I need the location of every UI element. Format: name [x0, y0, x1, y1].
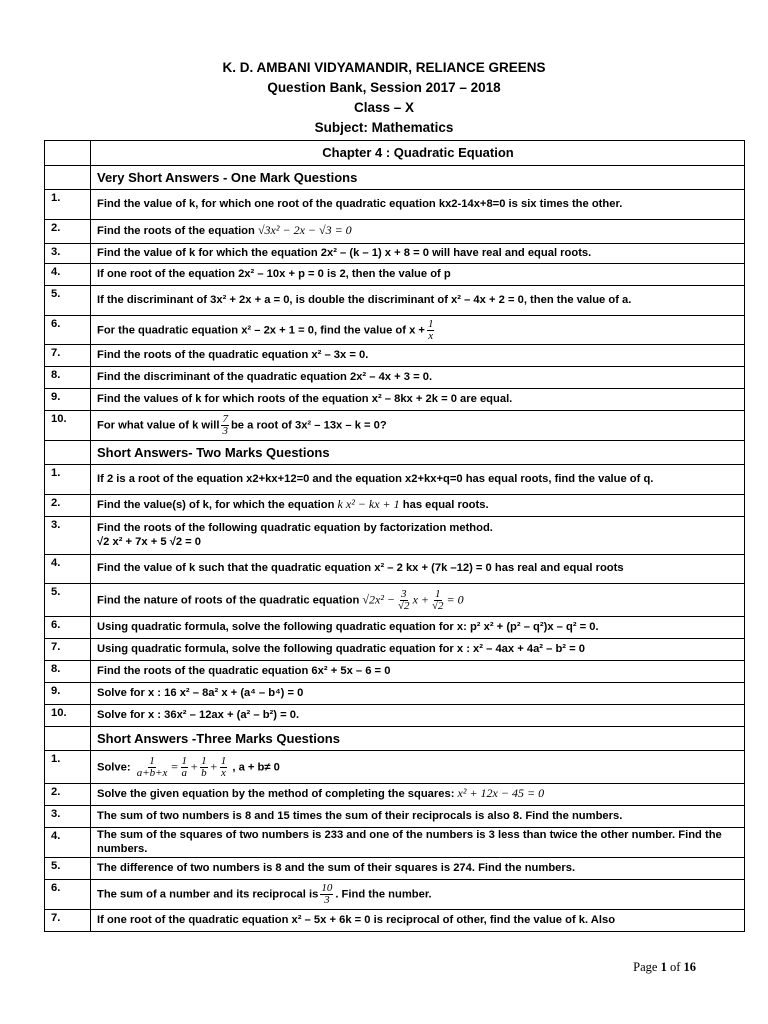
section-heading-one-mark: Very Short Answers - One Mark Questions — [91, 166, 745, 190]
blank-cell — [45, 441, 91, 465]
question-row: 4. The sum of the squares of two numbers is 233 and one of the numbers is 3 less than twice the other number. Find the numbers. — [45, 828, 745, 858]
question-row: 1. Find the value of k, for which one root of the quadratic equation kx2-14x+8=0 is six times the other. — [45, 190, 745, 220]
question-row: 9. Solve for x : 16 x² – 8a² x + (a⁴ – b⁴) = 0 — [45, 683, 745, 705]
class-label: Class – X — [353, 100, 415, 115]
question-row: 10. For what value of k will $\frac{7}{3}$ be a root of 3x² – 13x – k = 0? — [45, 411, 745, 441]
question-row: 7. Using quadratic formula, solve the following quadratic equation for x : x² – 4ax + 4a² – b² = 0 — [45, 639, 745, 661]
question-row: 3. Find the value of k for which the equation 2x² – (k – 1) x + 8 = 0 will have real and equal roots. — [45, 244, 745, 264]
math-expression: √3x² − 2x − √3 = 0 — [257, 223, 352, 238]
question-row: 1. If 2 is a root of the equation x2+kx+12=0 and the equation x2+kx+q=0 has equal roots, find the value of q. — [45, 465, 745, 495]
section-heading-two-marks: Short Answers- Two Marks Questions — [91, 441, 745, 465]
question-row: 7. If one root of the quadratic equation x² – 5x + 6k = 0 is reciprocal of other, find the value of k. Also — [45, 910, 745, 932]
question-row: 5. If the discriminant of 3x² + 2x + a = 0, is double the discriminant of x² – 4x + 2 = 0, then the value of a. — [45, 286, 745, 316]
question-row: 4. If one root of the equation 2x² – 10x + p = 0 is 2, then the value of p — [45, 264, 745, 286]
question-row: 2. Solve the given equation by the method of completing the squares: x² + 12x − 45 = 0 — [45, 784, 745, 806]
question-row: 2. Find the roots of the equation √3x² − 2x − √3 = 0 — [45, 220, 745, 244]
fraction: $\frac{7}{3}$ — [222, 413, 228, 437]
math-expression: k x² − kx + 1 — [337, 497, 400, 512]
blank-cell — [45, 141, 91, 166]
chapter-title: Chapter 4 : Quadratic Equation — [91, 141, 745, 166]
section-heading-three-marks: Short Answers -Three Marks Questions — [91, 727, 745, 751]
question-row: 8. Find the roots of the quadratic equation 6x² + 5x – 6 = 0 — [45, 661, 745, 683]
question-row: 6. For the quadratic equation x² – 2x + 1 = 0, find the value of x + $\frac{1}{x}$ — [45, 316, 745, 345]
question-row: 5. The difference of two numbers is 8 and the sum of their squares is 274. Find the numbers. — [45, 858, 745, 880]
fraction: $\frac{1}{x}$ — [427, 317, 434, 342]
question-row: 7. Find the roots of the quadratic equation x² – 3x = 0. — [45, 345, 745, 367]
blank-cell — [45, 727, 91, 751]
question-row: 3. Find the roots of the following quadratic equation by factorization method. √2 x² + 7x + 5 √2 = 0 — [45, 517, 745, 555]
question-row: 6. Using quadratic formula, solve the following quadratic equation for x: p² x² + (p² – q²)x – q² = 0. — [45, 617, 745, 639]
question-row: 4. Find the value of k such that the quadratic equation x² – 2 kx + (7k –12) = 0 has real and equal roots — [45, 555, 745, 584]
question-row: 2. Find the value(s) of k, for which the equation k x² − kx + 1 has equal roots. — [45, 495, 745, 517]
question-row: 5. Find the nature of roots of the quadratic equation √2x² − $\frac{3}{√2}$ x + $\frac{1}{√2}$ = 0 — [45, 584, 745, 617]
question-row: 6. The sum of a number and its reciprocal is $\frac{10}{3}$ . Find the number. — [45, 880, 745, 910]
question-table — [44, 140, 745, 932]
blank-cell — [45, 166, 91, 190]
question-row: 3. The sum of two numbers is 8 and 15 times the sum of their reciprocals is also 8. Find the numbers. — [45, 806, 745, 828]
school-name: K. D. AMBANI VIDYAMANDIR, RELIANCE GREENS — [222, 60, 546, 75]
question-row: 10. Solve for x : 36x² – 12ax + (a² – b²) = 0. — [45, 705, 745, 727]
page-footer: Page 1 of 16 — [633, 960, 696, 974]
math-expression: x² + 12x − 45 = 0 — [457, 786, 545, 801]
question-row: 1. Solve: $\frac{1}{a+b+x}$ = $\frac{1}{a}$ + $\frac{1}{b}$ + $\frac{1}{x}$ , a + b≠ 0 — [45, 751, 745, 784]
subject-label: Subject: Mathematics — [314, 120, 454, 135]
document-header — [0, 58, 768, 138]
question-row: 9. Find the values of k for which roots of the equation x² – 8kx + 2k = 0 are equal. — [45, 389, 745, 411]
question-row: 8. Find the discriminant of the quadratic equation 2x² – 4x + 3 = 0. — [45, 367, 745, 389]
question-bank-title: Question Bank, Session 2017 – 2018 — [267, 80, 501, 95]
